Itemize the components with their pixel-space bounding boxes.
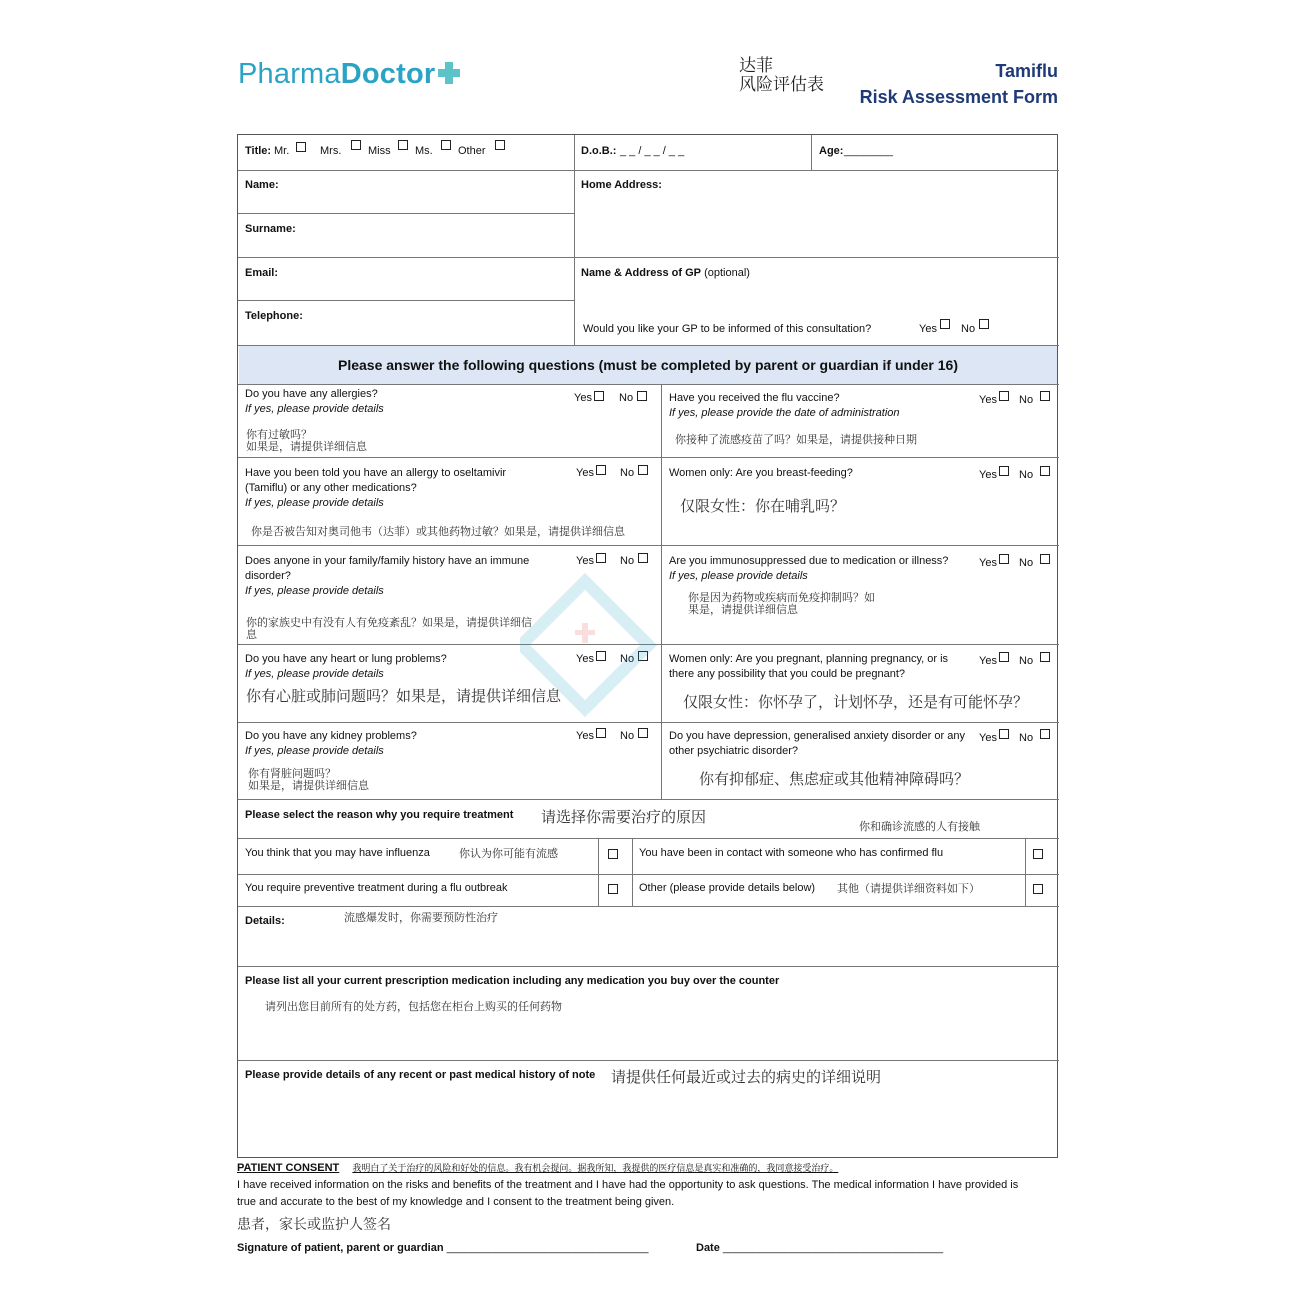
reason-contact-checkbox[interactable] — [1033, 849, 1043, 859]
immune-family-yes-label: Yes — [576, 555, 594, 567]
reason-preventive-checkbox[interactable] — [608, 884, 618, 894]
home-address-label: Home Address: — [581, 179, 662, 191]
kidney-yes-label: Yes — [576, 730, 594, 742]
immunosuppressed-no-label: No — [1019, 557, 1034, 569]
telephone-label: Telephone: — [245, 310, 303, 322]
pregnant-yes-label: Yes — [979, 655, 997, 667]
oseltamivir-no-label: No — [620, 467, 635, 479]
chinese-title — [739, 57, 824, 95]
allergies-subtext: If yes, please provide details — [245, 403, 384, 415]
breast-feeding-yes-checkbox[interactable] — [999, 466, 1009, 476]
medical-cross-icon — [438, 62, 460, 84]
signature-cn: 患者，家长或监护人签名 — [237, 1217, 391, 1233]
gp-label — [581, 266, 750, 281]
gp-inform-no-label: No — [961, 323, 976, 335]
oseltamivir-question-1: Have you been told you have an allergy to oseltamivir — [245, 467, 507, 479]
title-ms-label: Ms. — [415, 145, 433, 157]
consent-text-1: I have received information on the risks and benefits of the treatment and I have had the opportunity to ask questions. The medical information I have provided is — [237, 1179, 1019, 1191]
immune-family-cn-2: 息 — [246, 628, 257, 641]
signature-line[interactable]: _________________________________ — [446, 1242, 649, 1254]
risk-assessment-form — [237, 134, 1058, 1158]
details-label: Details: — [245, 915, 285, 927]
depression-no-checkbox[interactable] — [1040, 729, 1050, 739]
reason-influenza-checkbox[interactable] — [608, 849, 618, 859]
oseltamivir-subtext: If yes, please provide details — [245, 497, 384, 509]
gp-label-bold: Name & Address of GP — [581, 267, 702, 279]
heart-lung-yes-label: Yes — [576, 653, 594, 665]
immunosuppressed-cn-2: 果是，请提供详细信息 — [688, 603, 798, 616]
form-title-line1: Tamiflu — [995, 61, 1058, 81]
allergies-yes-label: Yes — [574, 392, 592, 404]
heart-lung-subtext: If yes, please provide details — [245, 668, 384, 680]
age-label: Age: — [819, 145, 844, 157]
surname-label: Surname: — [245, 223, 296, 235]
breast-feeding-cn: 仅限女性：你在哺乳吗？ — [680, 497, 846, 515]
depression-yes-checkbox[interactable] — [999, 729, 1009, 739]
title-mr-checkbox[interactable] — [296, 142, 306, 152]
breast-feeding-no-label: No — [1019, 469, 1034, 481]
logo-text-2: Doctor — [340, 58, 436, 90]
oseltamivir-question-2: (Tamiflu) or any other medications? — [245, 482, 417, 494]
age-field[interactable]: ________ — [844, 145, 893, 157]
immune-family-no-checkbox[interactable] — [638, 553, 648, 563]
medication-label: Please list all your current prescription medication including any medication you buy over the counter — [245, 975, 780, 987]
title-mrs-checkbox[interactable] — [351, 140, 361, 150]
kidney-cn-1: 你有肾脏问题吗？ — [248, 767, 336, 780]
heart-lung-no-checkbox[interactable] — [638, 651, 648, 661]
form-title — [860, 58, 1058, 110]
immunosuppressed-yes-label: Yes — [979, 557, 997, 569]
kidney-question: Do you have any kidney problems? — [245, 730, 417, 742]
medication-cn: 请列出您目前所有的处方药，包括您在柜台上购买的任何药物 — [265, 1000, 562, 1013]
oseltamivir-no-checkbox[interactable] — [638, 465, 648, 475]
signature-label-text: Signature of patient, parent or guardian — [237, 1242, 444, 1254]
flu-vaccine-no-checkbox[interactable] — [1040, 391, 1050, 401]
reason-other-label: Other (please provide details below) — [639, 882, 816, 894]
consent-text-2: true and accurate to the best of my knowledge and I consent to the treatment being given. — [237, 1196, 675, 1208]
breast-feeding-no-checkbox[interactable] — [1040, 466, 1050, 476]
immune-family-yes-checkbox[interactable] — [596, 553, 606, 563]
dob-label: D.o.B.: — [581, 145, 617, 157]
history-label: Please provide details of any recent or past medical history of note — [245, 1069, 596, 1081]
immune-family-subtext: If yes, please provide details — [245, 585, 384, 597]
details-cn: 流感爆发时，你需要预防性治疗 — [344, 911, 498, 924]
pregnant-no-label: No — [1019, 655, 1034, 667]
chinese-title-line1: 达菲 — [739, 56, 773, 76]
title-miss-label: Miss — [368, 145, 391, 157]
consent-heading-cn: 我明白了关于治疗的风险和好处的信息。我有机会提问。据我所知，我提供的医疗信息是真实和准确的，我同意接受治疗。 — [352, 1164, 839, 1174]
immunosuppressed-question: Are you immunosuppressed due to medication or illness? — [669, 555, 949, 567]
oseltamivir-yes-label: Yes — [576, 467, 594, 479]
immune-family-question-2: disorder? — [245, 570, 291, 582]
reason-other-checkbox[interactable] — [1033, 884, 1043, 894]
allergies-no-checkbox[interactable] — [637, 391, 647, 401]
reason-contact-cn: 你和确诊流感的人有接触 — [859, 820, 980, 833]
form-title-line2: Risk Assessment Form — [859, 87, 1058, 107]
allergies-yes-checkbox[interactable] — [594, 391, 604, 401]
reason-other-cn: 其他（请提供详细资料如下） — [837, 882, 980, 895]
consent-heading-en: PATIENT CONSENT — [237, 1162, 340, 1174]
date-label-text: Date — [696, 1242, 720, 1254]
gp-inform-yes-checkbox[interactable] — [940, 319, 950, 329]
pregnant-yes-checkbox[interactable] — [999, 652, 1009, 662]
heart-lung-cn: 你有心脏或肺问题吗？如果是，请提供详细信息 — [246, 687, 562, 705]
date-line[interactable]: ____________________________________ — [722, 1242, 944, 1254]
allergies-cn-1: 你有过敏吗？ — [246, 428, 312, 441]
immunosuppressed-cn-1: 你是因为药物或疾病而免疫抑制吗？如 — [688, 591, 875, 604]
immune-family-question-1: Does anyone in your family/family history have an immune — [245, 555, 530, 567]
dob-field[interactable]: _ _ / _ _ / _ _ — [620, 145, 685, 157]
depression-question-1: Do you have depression, generalised anxiety disorder or any — [669, 730, 965, 742]
title-mr-label: Mr. — [274, 145, 290, 157]
allergies-no-label: No — [619, 392, 634, 404]
allergies-question: Do you have any allergies? — [245, 388, 378, 400]
logo-text-1: Pharma — [238, 58, 341, 90]
depression-cn: 你有抑郁症、焦虑症或其他精神障碍吗？ — [699, 770, 970, 788]
gp-label-optional: (optional) — [701, 267, 750, 279]
reason-influenza-cn: 你认为你可能有流感 — [459, 847, 558, 860]
breast-feeding-question: Women only: Are you breast-feeding? — [669, 467, 853, 479]
heart-lung-question: Do you have any heart or lung problems? — [245, 653, 447, 665]
reason-label: Please select the reason why you require treatment — [245, 809, 514, 821]
details-field[interactable] — [238, 930, 1059, 964]
kidney-no-label: No — [620, 730, 635, 742]
immunosuppressed-subtext: If yes, please provide details — [669, 570, 808, 582]
heart-lung-yes-checkbox[interactable] — [596, 651, 606, 661]
pregnant-question-1: Women only: Are you pregnant, planning pregnancy, or is — [669, 653, 949, 665]
pregnant-question-2: there any possibility that you could be pregnant? — [669, 668, 906, 680]
oseltamivir-yes-checkbox[interactable] — [596, 465, 606, 475]
flu-vaccine-subtext: If yes, please provide the date of administration — [669, 407, 900, 419]
kidney-no-checkbox[interactable] — [638, 728, 648, 738]
reason-contact-label: You have been in contact with someone who has confirmed flu — [639, 847, 944, 859]
kidney-subtext: If yes, please provide details — [245, 745, 384, 757]
email-label: Email: — [245, 267, 279, 279]
title-mrs-label: Mrs. — [320, 145, 342, 157]
depression-yes-label: Yes — [979, 732, 997, 744]
oseltamivir-cn: 你是否被告知对奥司他韦（达菲）或其他药物过敏？如果是，请提供详细信息 — [251, 525, 625, 538]
title-ms-checkbox[interactable] — [441, 140, 451, 150]
history-field[interactable] — [238, 1090, 1059, 1156]
pregnant-cn: 仅限女性：你怀孕了，计划怀孕，还是有可能怀孕？ — [683, 693, 1029, 711]
depression-question-2: other psychiatric disorder? — [669, 745, 799, 757]
title-other-label: Other — [458, 145, 486, 157]
depression-no-label: No — [1019, 732, 1034, 744]
flu-vaccine-yes-checkbox[interactable] — [999, 391, 1009, 401]
consent-heading — [237, 1160, 838, 1178]
kidney-cn-2: 如果是，请提供详细信息 — [248, 779, 369, 792]
flu-vaccine-no-label: No — [1019, 394, 1034, 406]
reason-preventive-label: You require preventive treatment during a flu outbreak — [245, 882, 508, 894]
signature-label — [237, 1240, 649, 1257]
immune-family-no-label: No — [620, 555, 635, 567]
allergies-cn-2: 如果是，请提供详细信息 — [246, 440, 367, 453]
immune-family-cn-1: 你的家族史中有没有人有免疫紊乱？如果是，请提供详细信 — [246, 616, 532, 629]
instruction-banner: Please answer the following questions (must be completed by parent or guardian if under 16) — [239, 346, 1057, 384]
medication-field[interactable] — [238, 1018, 1059, 1058]
reason-influenza-label: You think that you may have influenza — [245, 847, 430, 859]
flu-vaccine-cn: 你接种了流感疫苗了吗？如果是，请提供接种日期 — [675, 433, 917, 446]
flu-vaccine-question: Have you received the flu vaccine? — [669, 392, 840, 404]
name-label: Name: — [245, 179, 279, 191]
pharmadoctor-logo — [238, 58, 460, 91]
gp-inform-no-checkbox[interactable] — [979, 319, 989, 329]
flu-vaccine-yes-label: Yes — [979, 394, 997, 406]
date-label — [696, 1240, 943, 1257]
chinese-title-line2: 风险评估表 — [739, 75, 824, 95]
heart-lung-no-label: No — [620, 653, 635, 665]
reason-cn-label: 请选择你需要治疗的原因 — [541, 808, 707, 826]
gp-inform-question: Would you like your GP to be informed of this consultation? — [583, 323, 872, 335]
breast-feeding-yes-label: Yes — [979, 469, 997, 481]
pregnant-no-checkbox[interactable] — [1040, 652, 1050, 662]
immunosuppressed-no-checkbox[interactable] — [1040, 554, 1050, 564]
title-miss-checkbox[interactable] — [398, 140, 408, 150]
immunosuppressed-yes-checkbox[interactable] — [999, 554, 1009, 564]
kidney-yes-checkbox[interactable] — [596, 728, 606, 738]
title-label: Title: — [245, 145, 272, 157]
history-cn: 请提供任何最近或过去的病史的详细说明 — [611, 1068, 882, 1086]
title-other-checkbox[interactable] — [495, 140, 505, 150]
gp-inform-yes-label: Yes — [919, 323, 937, 335]
